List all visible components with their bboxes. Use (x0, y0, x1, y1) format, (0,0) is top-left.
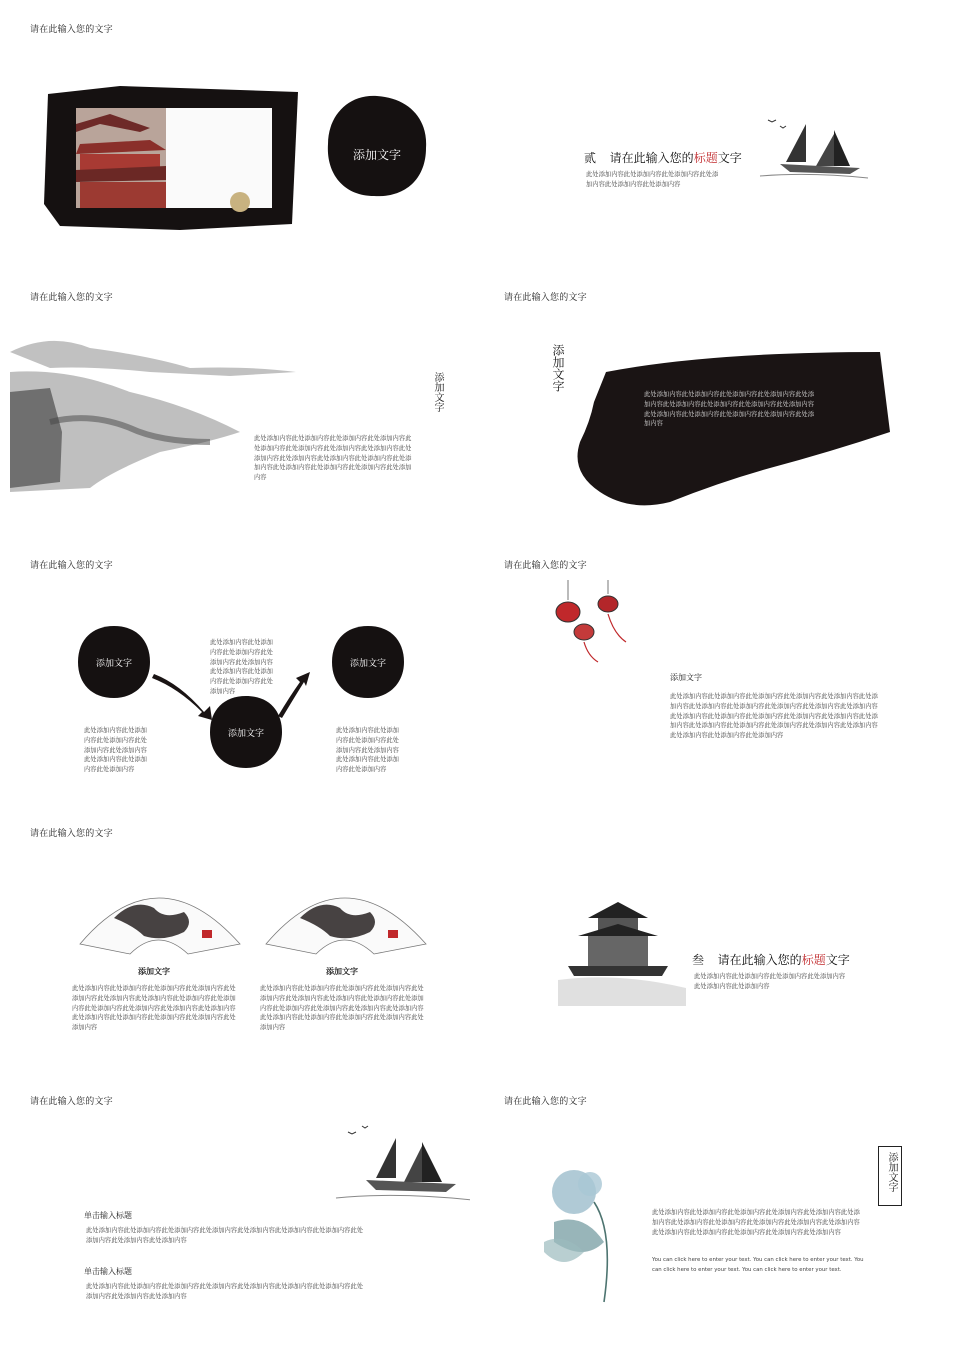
text-right: 此处添加内容此处添加内容此处添加内容此处添加内容此处添加内容此处添加内容此处添加内容此处添加内容 (336, 727, 399, 774)
slide-2 (490, 4, 950, 260)
fan-painting-2 (260, 878, 430, 958)
circle-1-text: 添加文字 (95, 659, 132, 669)
slide-9 (10, 1076, 470, 1332)
text-left: 此处添加内容此处添加内容此处添加内容此处添加内容此处添加内容此处添加内容此处添加内容此处添加内容 (84, 727, 147, 774)
slide-5 (10, 540, 470, 796)
body-text: 此处添加内容此处添加内容此处添加内容此处添加内容此处添加内容此处添加内容此处添加内容此处添加内容此处添加内容此处添加内容此处添加内容此处添加内容此处添加内容此处添加内容此处添加内容此处添加内容此处添加内容 (254, 435, 412, 482)
text-heading: 添加文字 (670, 673, 702, 682)
slide-title: 请在此输入您的文字 (30, 829, 113, 839)
body-text: 此处添加内容此处添加内容此处添加内容此处添加内容此处添加内容此处添加内容此处添加内容此处添加内容此处添加内容此处添加内容此处添加内容此处添加内容此处添加内容此处添加内容 (644, 391, 815, 428)
body-text: 此处添加内容此处添加内容此处添加内容此处添加内容此处添加内容此处添加内容此处添加内容此处添加内容此处添加内容此处添加内容此处添加内容此处添加内容此处添加内容此处添加内容此处添加内容此处添加内容 (652, 1209, 860, 1236)
section-body: 此处添加内容此处添加内容此处添加内容此处添加内容此处添加内容此处添加内容 (694, 973, 846, 990)
body-text-english: You can click here to enter your text. You can click here to enter your text. You can click here to enter your text. You can click here to enter your text. (652, 1257, 864, 1273)
slide-title: 请在此输入您的文字 (504, 293, 587, 303)
heading-2: 单击输入标题 (84, 1267, 132, 1276)
pavilion-illustration (558, 896, 688, 1016)
flower-illustration (534, 1162, 644, 1312)
heading-1: 单击输入标题 (84, 1211, 132, 1220)
heading-suffix: 文字 (825, 953, 850, 967)
circle-2-text: 添加文字 (227, 729, 264, 739)
mountain-landscape (10, 332, 300, 512)
lanterns-illustration (546, 580, 646, 670)
slide-4 (490, 272, 950, 528)
heading-red: 标题 (693, 151, 718, 165)
slide-title: 请在此输入您的文字 (504, 561, 587, 571)
slide-8 (490, 808, 950, 1064)
slide-title: 请在此输入您的文字 (30, 293, 113, 303)
ink-photo-frame (40, 84, 300, 234)
section-heading (584, 149, 742, 166)
body-2: 此处添加内容此处添加内容此处添加内容此处添加内容此处添加内容此处添加内容此处添加内容此处添加内容此处添加内容此处添加内容此处添加内容此处添加内容此处添加内容此处添加内容此处添加内容此处添加内容此处添加内容此处添加内容 (260, 985, 424, 1032)
slide-title: 请在此输入您的文字 (30, 1097, 113, 1107)
slide-title: 请在此输入您的文字 (30, 25, 113, 35)
heading-2: 添加文字 (326, 967, 358, 976)
circle-text: 添加文字 (352, 148, 401, 162)
body-1: 此处添加内容此处添加内容此处添加内容此处添加内容此处添加内容此处添加内容此处添加内容此处添加内容此处添加内容此处添加内容此处添加内容此处添加内容此处添加内容此处添加内容此处添加内容此处添加内容此处添加内容此处添加内容 (72, 985, 236, 1032)
vertical-label: 添加文字 (432, 372, 443, 412)
section-body: 此处添加内容此处添加内容此处添加内容此处添加内容此处添加内容此处添加内容 (586, 171, 719, 188)
body-2: 此处添加内容此处添加内容此处添加内容此处添加内容此处添加内容此处添加内容此处添加内容此处添加内容此处添加内容此处添加内容 (86, 1283, 364, 1300)
heading-red: 标题 (801, 953, 826, 967)
slide-10 (490, 1076, 950, 1332)
heading-prefix: 请在此输入您的 (609, 151, 694, 165)
slide-title: 请在此输入您的文字 (504, 1097, 587, 1107)
section-heading (692, 951, 850, 968)
heading-suffix: 文字 (717, 151, 742, 165)
heading-prefix: 请在此输入您的 (717, 953, 802, 967)
body-text: 此处添加内容此处添加内容此处添加内容此处添加内容此处添加内容此处添加内容此处添加内容此处添加内容此处添加内容此处添加内容此处添加内容此处添加内容此处添加内容此处添加内容此处添加内容此处添加内容此处添加内容此处添加内容此处添加内容此处添加内容此处添加内容此处添加内容此处添加内容此处添加内容此处添加内容 (670, 693, 878, 740)
slide-3 (10, 272, 470, 528)
slide-title: 请在此输入您的文字 (30, 561, 113, 571)
section-number: 叁 (692, 953, 705, 967)
heading-1: 添加文字 (138, 967, 170, 976)
sailboat-illustration (326, 1112, 470, 1212)
slide-6 (490, 540, 950, 796)
sailboat-illustration (750, 114, 870, 204)
circle-3-text: 添加文字 (349, 659, 386, 669)
fan-painting-1 (74, 878, 244, 958)
slide-7 (10, 808, 470, 1064)
body-1: 此处添加内容此处添加内容此处添加内容此处添加内容此处添加内容此处添加内容此处添加内容此处添加内容此处添加内容此处添加内容 (86, 1227, 364, 1244)
vertical-label: 添加文字 (551, 344, 565, 392)
section-number: 贰 (584, 151, 597, 165)
text-center: 此处添加内容此处添加内容此处添加内容此处添加内容此处添加内容此处添加内容此处添加内容此处添加内容此处添加内容 (210, 639, 273, 695)
slide-1 (10, 4, 470, 260)
vertical-label: 添加文字 (886, 1152, 897, 1192)
